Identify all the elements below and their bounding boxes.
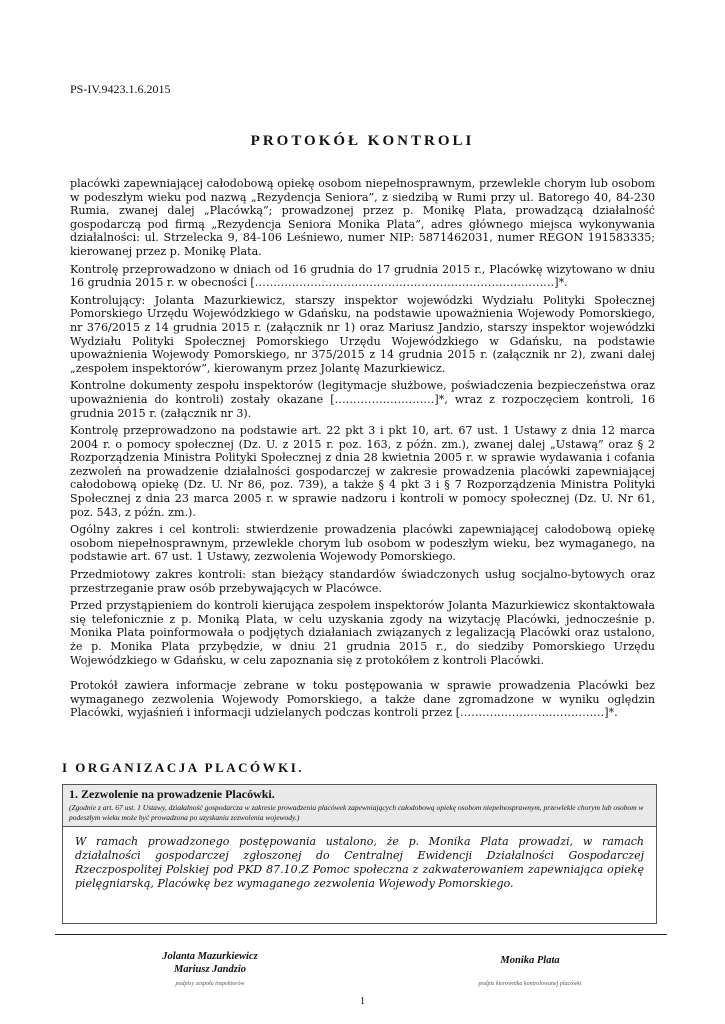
paragraph-legal-basis: Kontrolę przeprowadzono na podstawie art. 22 pkt 3 i pkt 10, art. 67 ust. 1 Ustawy z dnia 12 marca 2004 r. o pomocy społecznej (Dz. U. z 2015 r. poz. 163, z późn. zm.), zwanej dalej „Ustawą” oraz § 2 Rozporządzenia Ministra Polityki Społecznej z dnia 28 kwietnia 2005 r. w sprawie wydawania i cofania zezwoleń na prowadzenie działalności gospodarczej w zakresie prowadzenia placówki zapewniającej całodobową opiekę (Dz. U. Nr 86, poz. 739), a także § 4 pkt 3 i § 7 Rozporządzenia Ministra Polityki Społecznej z dnia 23 marca 2005 r. w sprawie nadzoru i kontroli w pomocy społecznej (Dz. U. Nr 61, poz. 543, z późn. zm.).	[70, 424, 655, 519]
page-title: PROTOKÓŁ KONTROLI	[250, 133, 475, 149]
paragraph-documents: Kontrolne dokumenty zespołu inspektorów (legitymacje służbowe, poświadczenia bezpieczeństwa oraz upoważnienia do kontroli) zostały okazane [………………………]*, wraz z rozpoczęciem kontroli, 16 grudnia 2015 r. (załącznik nr 3).	[70, 379, 655, 420]
box-finding: W ramach prowadzonego postępowania ustalono, że p. Monika Plata prowadzi, w ramach działalności gospodarczej zgłoszonej do Centralnej Ewidencji Działalności Gospodarczej Rzeczpospolitej Polskiej pod PKD 87.10.Z Pomoc społeczna z zakwaterowaniem zapewniająca opiekę pielęgniarską, Placówkę bez wymaganego zezwolenia Wojewody Pomorskiego.	[63, 826, 656, 901]
paragraph-summary: Protokół zawiera informacje zebrane w toku postępowania w sprawie prowadzenia Placówki bez wymaganego zezwolenia Wojewody Pomorskiego, a także dane zgromadzone w wyniku oględzin Placówki, wyjaśnień i informacji udzielanych podczas kontroli przez […………………………………]*.	[70, 679, 655, 720]
box-note: (Zgodnie z art. 67 ust. 1 Ustawy, działalność gospodarcza w zakresie prowadzenia placówek zapewniających całodobową opiekę osobom niepełnosprawnym, przewlekle chorym lub osobom w podeszłym wieku może być prowadzona po uzyskaniu zezwolenia wojewody.)	[69, 803, 644, 822]
manager-caption: podpis kierownika kontrolowanej placówki	[478, 981, 582, 987]
footer-divider	[55, 934, 667, 935]
page-number: 1	[360, 996, 365, 1007]
inspector-name-1: Jolanta Mazurkiewicz	[162, 951, 258, 962]
permit-box	[62, 784, 657, 924]
paragraph-inspectors: Kontrolujący: Jolanta Mazurkiewicz, starszy inspektor wojewódzki Wydziału Polityki Społecznej Pomorskiego Urzędu Wojewódzkiego w Gdańsku, na podstawie upoważnienia Wojewody Pomorskiego, nr 376/2015 z 14 grudnia 2015 r. (załącznik nr 1) oraz Mariusz Jandzio, starszy inspektor wojewódzki Wydziału Polityki Społecznej Pomorskiego Urzędu Wojewódzkiego w Gdańsku, na podstawie upoważnienia Wojewody Pomorskiego, nr 375/2015 z 14 grudnia 2015 r. (załącznik nr 2), zwani dalej „zespołem inspektorów”, kierowanym przez Jolantę Mazurkiewicz.	[70, 293, 655, 375]
inspector-name-2: Mariusz Jandzio	[173, 964, 247, 975]
reference-number: PS-IV.9423.1.6.2015	[70, 82, 171, 96]
paragraph-facility: placówki zapewniającej całodobową opiekę osobom niepełnosprawnym, przewlekle chorym lub osobom w podeszłym wieku pod nazwą „Rezydencja Seniora”, z siedzibą w Rumi przy ul. Batorego 40, 84-230 Rumia, zwanej dalej „Placówką”; prowadzonej przez p. Monikę Plata, prowadzącą działalność gospodarczą pod firmą „Rezydencja Seniora Monika Plata”, adres głównego miejsca wykonywania działalności: ul. Strzelecka 9, 84-106 Leśniewo, numer NIP: 5871462031, numer REGON 191583335; kierowanej przez p. Monikę Plata.	[70, 177, 655, 258]
inspectors-caption: podpisy zespołu inspektorów	[175, 981, 245, 987]
paragraph-general-scope: Ogólny zakres i cel kontroli: stwierdzenie prowadzenia placówki zapewniającej całodobową opiekę osobom niepełnosprawnym, przewlekle chorym lub osobom w podeszłym wieku, bez wymaganego, na podstawie art. 67 ust. 1 Ustawy, zezwolenia Wojewody Pomorskiego.	[70, 523, 655, 564]
box-empty-space	[63, 901, 656, 923]
section-heading: I ORGANIZACJA PLACÓWKI.	[62, 760, 305, 775]
box-title: 1. Zezwolenie na prowadzenie Placówki.	[69, 787, 275, 801]
manager-signature: Monika Plata	[500, 955, 560, 966]
paragraph-contact: Przed przystąpieniem do kontroli kierująca zespołem inspektorów Jolanta Mazurkiewicz skontaktowała się telefonicznie z p. Moniką Plata, w celu uzyskania zgody na wizytację Placówki, jednocześnie p. Monika Plata poinformowała o podjętych działaniach związanych z legalizacją Placówki oraz ustalono, że p. Monika Plata przybędzie, w dniu 21 grudnia 2015 r., do siedziby Pomorskiego Urzędu Wojewódzkiego w Gdańsku, w celu zapoznania się z protokółem z kontroli Placówki.	[70, 599, 655, 667]
paragraph-subject-scope: Przedmiotowy zakres kontroli: stan bieżący standardów świadczonych usług socjalno-bytowych oraz przestrzeganie praw osób przebywających w Placówce.	[70, 568, 655, 595]
inspectors-signature	[135, 950, 285, 976]
paragraph-dates: Kontrolę przeprowadzono w dniach od 16 grudnia do 17 grudnia 2015 r., Placówkę wizytowano w dniu 16 grudnia 2015 r. w obecności [………………………………………………………………………]*.	[70, 262, 655, 290]
protocol-body	[70, 177, 655, 724]
